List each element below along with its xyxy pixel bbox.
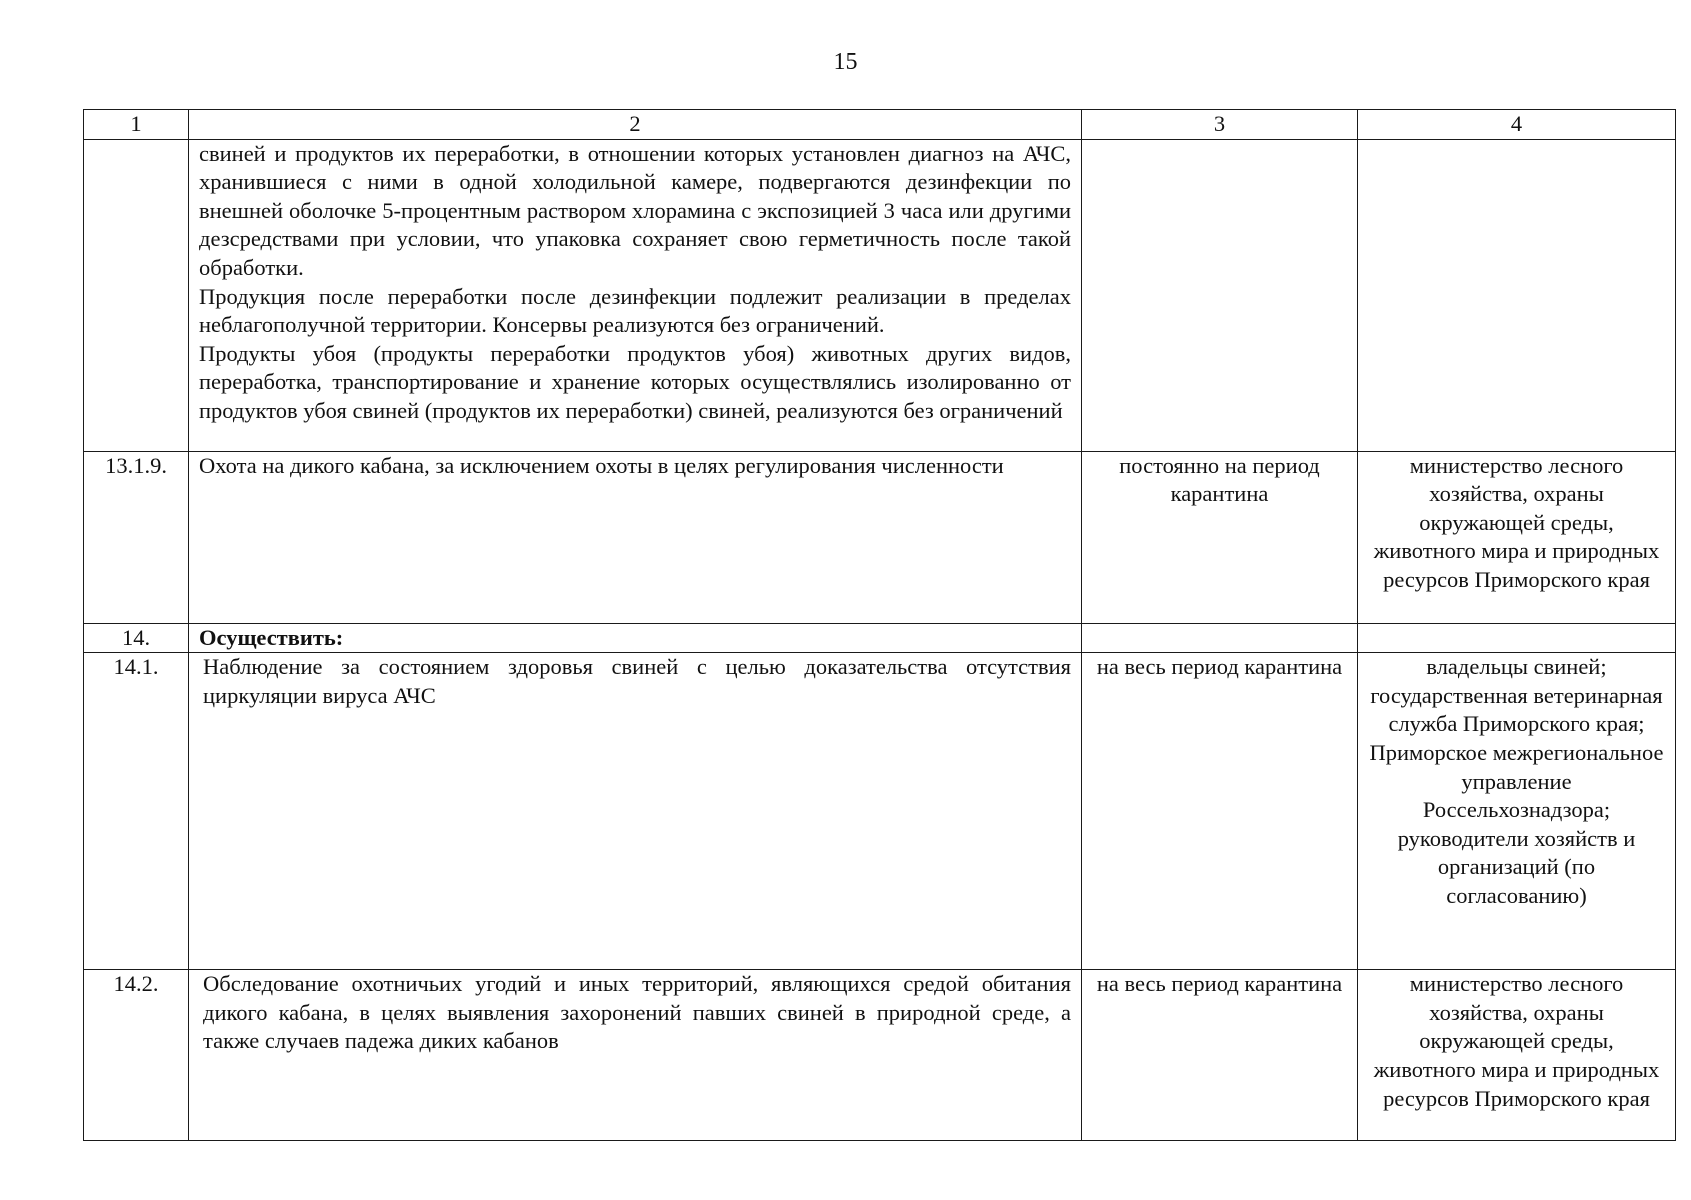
row-measure-text: [189, 139, 1082, 451]
row-responsible: министерство лесного хозяйства, охраны окружающей среды, животного мира и природных ресурсов Приморского края: [1358, 970, 1676, 1141]
row-number: 14.1.: [84, 653, 189, 970]
measures-table: [83, 109, 1676, 1141]
row-number: 14.: [84, 623, 189, 653]
measure-paragraph: Продукция после переработки после дезинфекции подлежит реализации в пределах неблагополучной территории. Консервы реализуются без ограничений.: [199, 283, 1071, 338]
page-number: 15: [833, 49, 858, 75]
table-header-row: [84, 110, 1676, 140]
measure-paragraph: свиней и продуктов их переработки, в отношении которых установлен диагноз на АЧС, хранившиеся с ними в одной холодильной камере, подвергаются дезинфекции по внешней оболочке 5-процентным раствором хлорамина с экспозицией 3 часа или другими дезсредствами при условии, что упаковка сохраняет свою герметичность после такой обработки.: [199, 140, 1071, 280]
column-header-3: 3: [1082, 110, 1358, 140]
column-header-2: 2: [189, 110, 1082, 140]
row-number: 13.1.9.: [84, 451, 189, 623]
table-row: [84, 451, 1676, 623]
row-measure-text: Обследование охотничьих угодий и иных территорий, являющихся средой обитания дикого кабана, в целях выявления захоронений павших свиней в природной среде, а также случаев падежа диких кабанов: [189, 970, 1082, 1141]
row-responsible: [1358, 139, 1676, 451]
column-header-4: 4: [1358, 110, 1676, 140]
table-row: [84, 653, 1676, 970]
table-row: [84, 623, 1676, 653]
row-responsible: владельцы свиней; государственная ветеринарная служба Приморского края; Приморское межрегиональное управление Россельхознадзора; руководители хозяйств и организаций (по согласованию): [1358, 653, 1676, 970]
row-section-heading: Осуществить:: [189, 623, 1082, 653]
row-measure-text: Наблюдение за состоянием здоровья свиней с целью доказательства отсутствия циркуляции вируса АЧС: [189, 653, 1082, 970]
row-responsible: [1358, 623, 1676, 653]
row-responsible: министерство лесного хозяйства, охраны окружающей среды, животного мира и природных ресурсов Приморского края: [1358, 451, 1676, 623]
row-period: [1082, 623, 1358, 653]
table-row: [84, 139, 1676, 451]
row-number: [84, 139, 189, 451]
row-period: на весь период карантина: [1082, 653, 1358, 970]
row-period: постоянно на период карантина: [1082, 451, 1358, 623]
column-header-1: 1: [84, 110, 189, 140]
row-period: [1082, 139, 1358, 451]
measure-paragraph: Продукты убоя (продукты переработки продуктов убоя) животных других видов, переработка, транспортирование и хранение которых осуществлялись изолированно от продуктов убоя свиней (продуктов их переработки) свиней, реализуются без ограничений: [199, 340, 1071, 423]
row-number: 14.2.: [84, 970, 189, 1141]
row-measure-text: Охота на дикого кабана, за исключением охоты в целях регулирования численности: [189, 451, 1082, 623]
row-period: на весь период карантина: [1082, 970, 1358, 1141]
table-row: [84, 970, 1676, 1141]
